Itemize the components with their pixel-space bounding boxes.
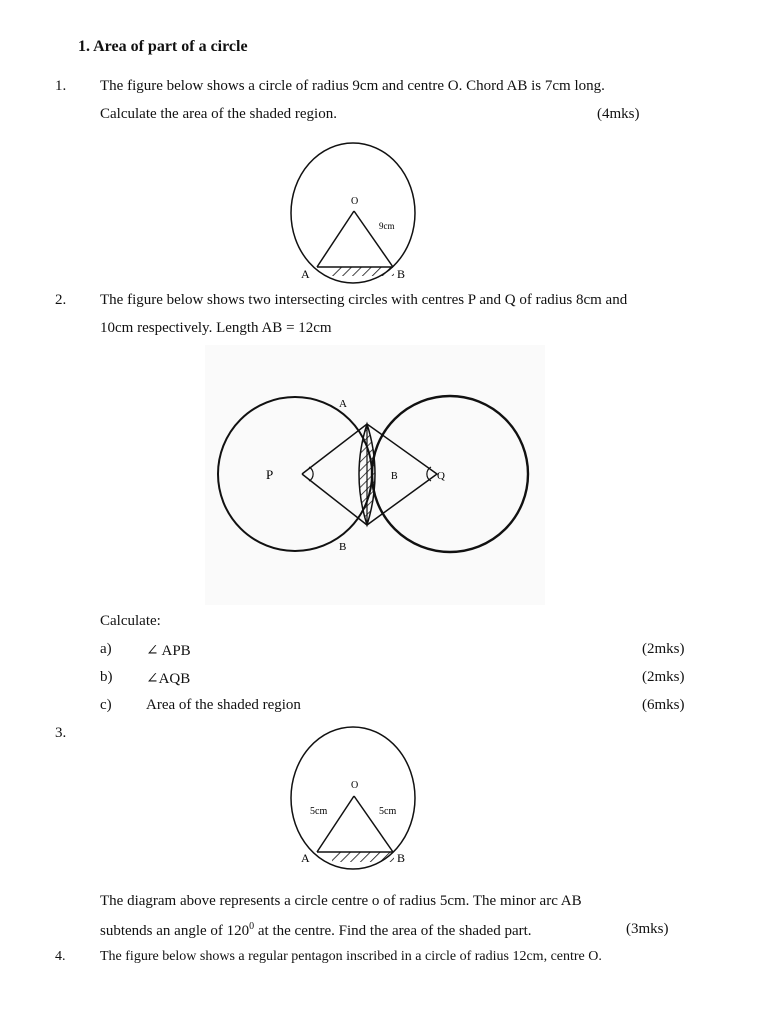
q2-part-b-letter: b) [100, 669, 113, 685]
q2-part-c-letter: c) [100, 697, 112, 713]
q3-label-right-side: 5cm [379, 806, 397, 817]
q3-label-a: A [301, 851, 310, 865]
q3-line2 [100, 921, 532, 940]
q1-label-o: O [351, 196, 359, 207]
q1-label-radius: 9cm [379, 221, 395, 231]
q3-degree-sup: 0 [249, 921, 255, 932]
q2-part-b-text: ∠AQB [146, 671, 191, 687]
q2-part-a-letter: a) [100, 641, 112, 657]
q3-shaded-region [332, 852, 394, 862]
q2-calculate: Calculate: [100, 613, 161, 629]
q1-line1: The figure below shows a circle of radius 9cm and centre O. Chord AB is 7cm long. [100, 78, 605, 94]
q2-part-a-marks: (2mks) [642, 641, 685, 657]
page-title: 1. Area of part of a circle [78, 38, 248, 55]
q1-radius-oa [317, 211, 354, 267]
q3-radius-ob [354, 796, 393, 852]
q2-figure [205, 345, 545, 605]
q3-figure [280, 724, 430, 872]
q2-part-a-text: ∠ APB [146, 643, 191, 659]
q2-label-mid: B [391, 471, 398, 482]
q2-number: 2. [55, 292, 67, 308]
q3-label-o: O [351, 780, 359, 791]
q2-label-p: P [266, 467, 274, 482]
q1-shaded-region [332, 267, 394, 276]
q3-label-left-side: 5cm [310, 806, 328, 817]
q4-number: 4. [55, 949, 66, 964]
q2-part-c-text: Area of the shaded region [146, 697, 301, 713]
q1-marks: (4mks) [597, 106, 640, 122]
q3-marks: (3mks) [626, 921, 669, 937]
q2-line1: The figure below shows two intersecting circles with centres P and Q of radius 8cm and [100, 292, 628, 308]
q2-label-b: B [339, 541, 347, 553]
q2-label-a: A [339, 398, 347, 410]
q2-part-c-marks: (6mks) [642, 697, 685, 713]
q3-radius-oa [317, 796, 354, 852]
q1-radius-ob [354, 211, 393, 267]
q1-label-a: A [301, 267, 310, 281]
q2-label-q: Q [437, 470, 445, 482]
q2-line2: 10cm respectively. Length AB = 12cm [100, 320, 332, 336]
q3-line2-post: at the centre. Find the area of the shaded part. [254, 923, 532, 939]
q3-number: 3. [55, 725, 67, 741]
q1-figure [280, 140, 430, 288]
q4-line1: The figure below shows a regular pentagon inscribed in a circle of radius 12cm, centre O. [100, 949, 602, 964]
q2-part-b-marks: (2mks) [642, 669, 685, 685]
q3-line1: The diagram above represents a circle centre o of radius 5cm. The minor arc AB [100, 893, 582, 909]
q1-number: 1. [55, 78, 67, 94]
q1-line2: Calculate the area of the shaded region. [100, 106, 337, 122]
q1-label-b: B [397, 267, 406, 281]
q3-label-b: B [397, 851, 406, 865]
q3-line2-pre: subtends an angle of 120 [100, 923, 250, 939]
